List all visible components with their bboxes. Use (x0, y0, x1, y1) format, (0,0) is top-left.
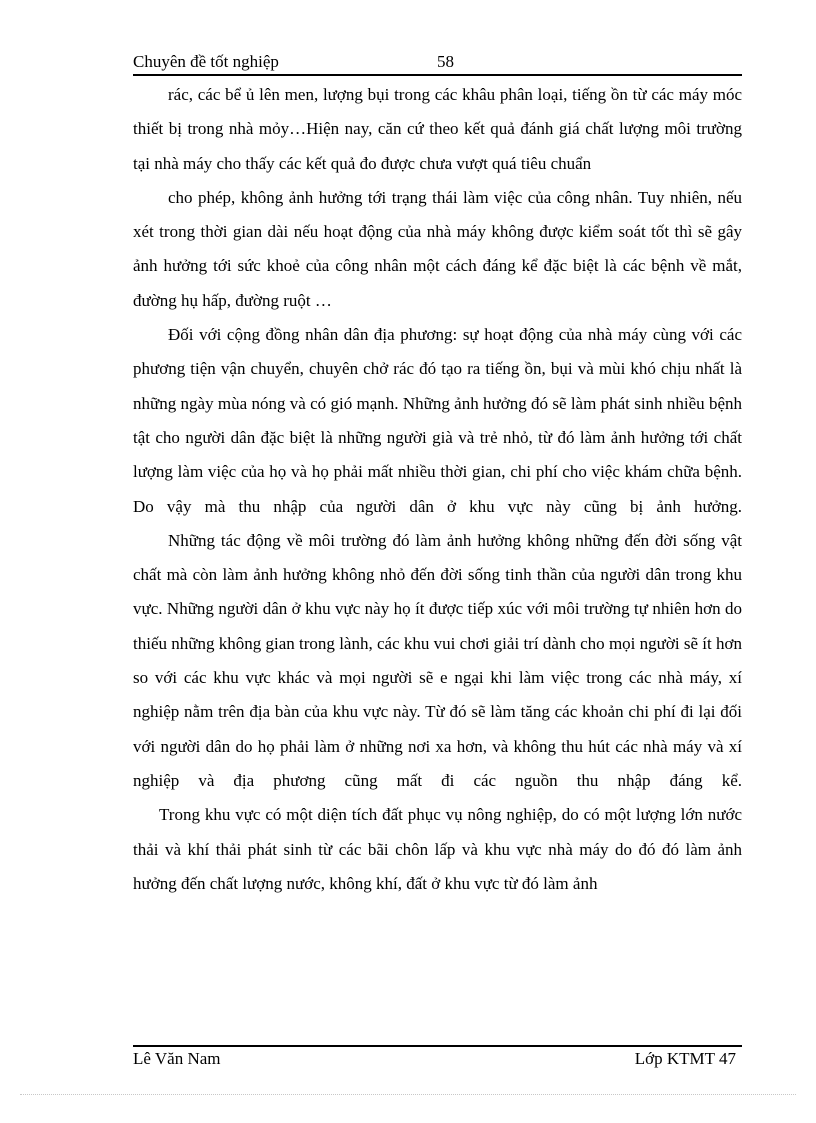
paragraph-5: Trong khu vực có một diện tích đất phục vụ nông nghiệp, do có một lượng lớn nước thải và khí thải phát sinh từ các bãi chôn lấp và khu vực nhà máy do đó đó làm ảnh hưởng đến chất lượng nước, không khí, đất ở khu vực từ đó làm ảnh (133, 805, 742, 893)
page-header (133, 50, 742, 74)
document-title: Chuyên đề tốt nghiệp (133, 52, 279, 71)
paragraph-1: rác, các bể ủ lên men, lượng bụi trong các khâu phân loại, tiếng ồn từ các máy móc thiết bị trong nhà mỏy…Hiện nay, căn cứ theo kết quả đánh giá chất lượng môi trường tại nhà máy cho thấy các kết quả đo được chưa vượt quá tiêu chuẩn (133, 85, 742, 173)
page-footer (133, 1049, 742, 1073)
class-name: Lớp KTMT 47 (634, 1049, 736, 1068)
header-rule (133, 74, 742, 76)
author-name: Lê Văn Nam (133, 1049, 221, 1068)
page-number: 58 (437, 52, 454, 71)
paragraph-4: Những tác động về môi trường đó làm ảnh hưởng không những đến đời sống vật chất mà còn làm ảnh hưởng không nhỏ đến đời sống tinh thần của người dân trong khu vực. Những người dân ở khu vực này họ ít được tiếp xúc với môi trường tự nhiên hơn do thiếu những không gian trong lành, các khu vui chơi giải trí dành cho mọi người sẽ ít hơn so với các khu vực khác và mọi người sẽ e ngại khi làm việc trong các nhà máy, xí nghiệp nằm trên địa bàn của khu vực này. Từ đó sẽ làm tăng các khoản chi phí đi lại đối với người dân do họ phải làm ở những nơi xa hơn, và không thu hút các nhà máy và xí nghiệp và địa phương cũng mất đi các nguồn thu nhập đáng kể. (133, 530, 742, 790)
paragraph-3: Đối với cộng đồng nhân dân địa phương: sự hoạt động của nhà máy cùng với các phương tiện vận chuyển, chuyên chở rác đó tạo ra tiếng ồn, bụi và mùi khó chịu nhất là những ngày mùa nóng và có gió mạnh. Những ảnh hưởng đó sẽ làm phát sinh nhiều bệnh tật cho người dân đặc biệt là những người già và trẻ nhỏ, từ đó làm ảnh hưởng tới chất lượng làm việc của họ và họ phải mất nhiều thời gian, chi phí cho việc khám chữa bệnh. Do vậy mà thu nhập của người dân ở khu vực này cũng bị ảnh hưởng. (133, 325, 742, 516)
footer-rule (133, 1045, 742, 1047)
paragraph-2: cho phép, không ảnh hưởng tới trạng thái làm việc của công nhân. Tuy nhiên, nếu xét trong thời gian dài nếu hoạt động của nhà máy không được kiểm soát tốt thì sẽ gây ảnh hưởng tới sức khoẻ của công nhân một cách đáng kể đặc biệt là các bệnh về mắt, đường hụ hấp, đường ruột … (133, 187, 742, 310)
page-bottom-divider (20, 1094, 796, 1095)
document-body (133, 78, 742, 901)
